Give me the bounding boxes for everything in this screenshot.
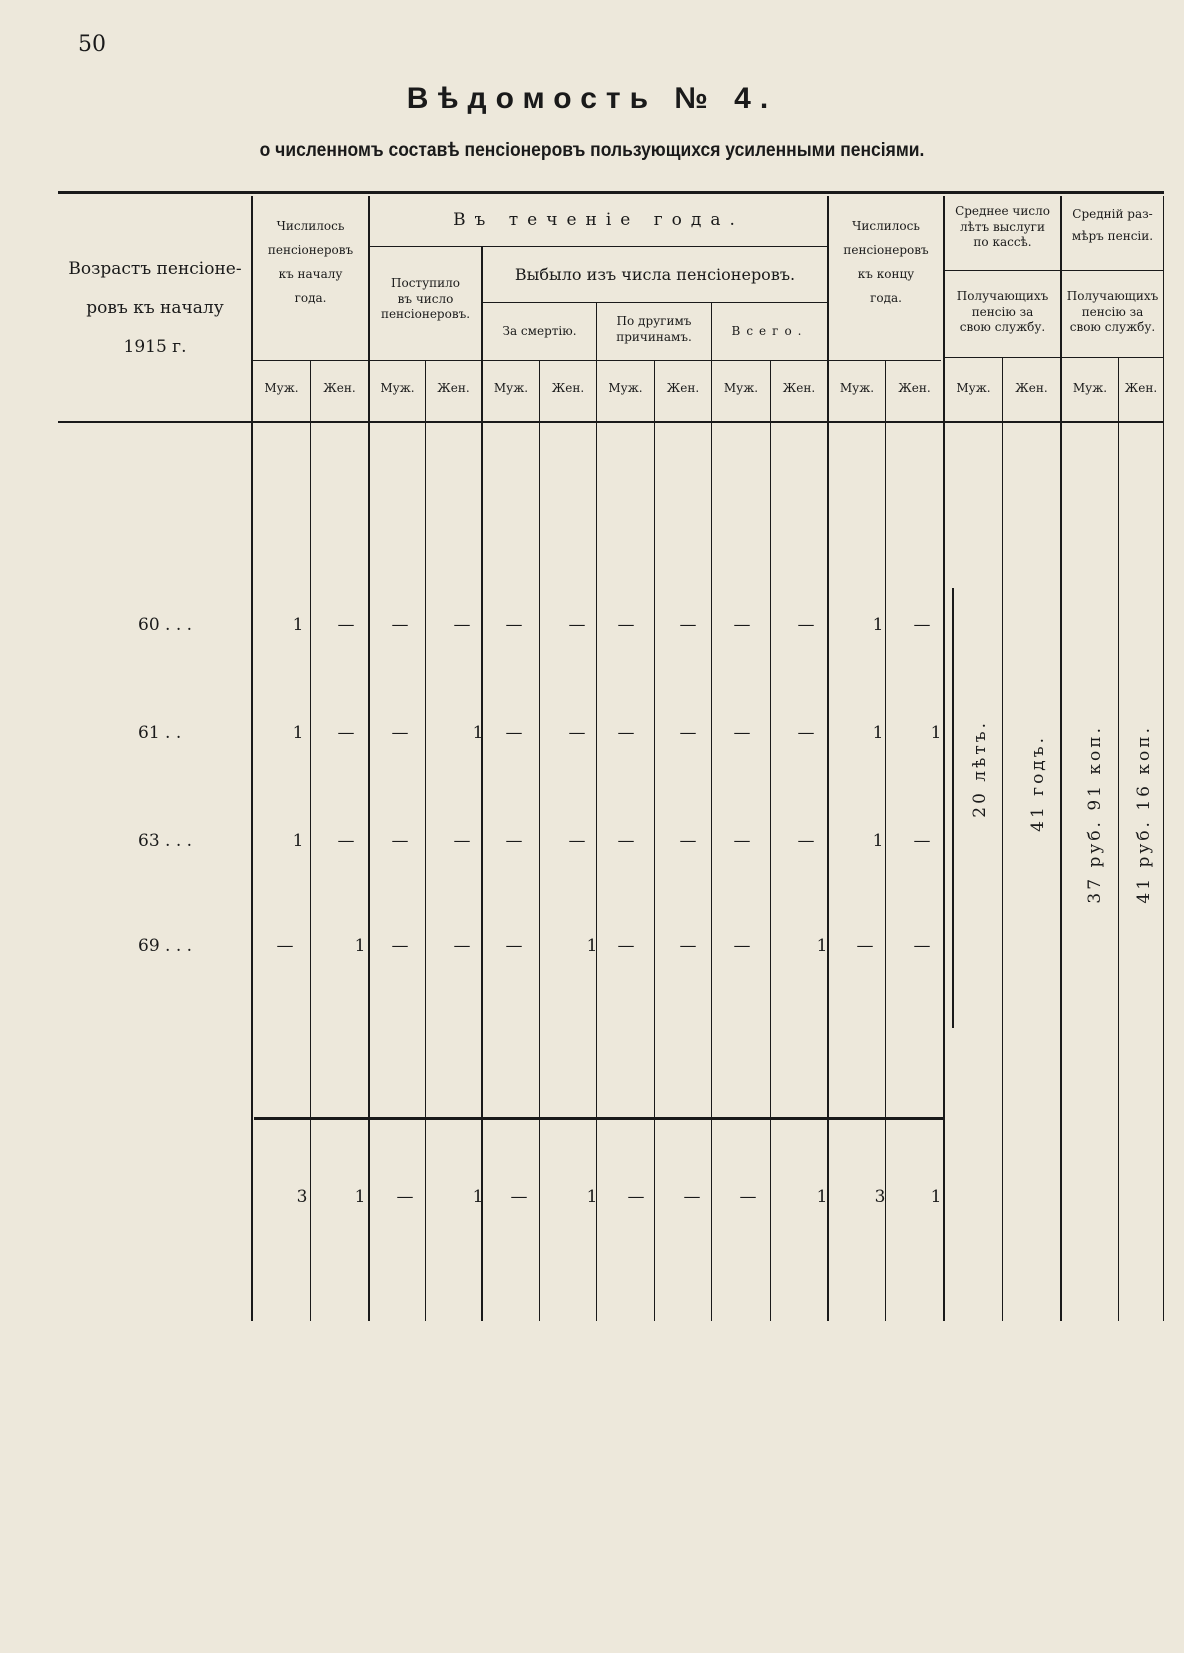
table-cell: — bbox=[276, 936, 294, 956]
table-cell: — bbox=[913, 831, 931, 851]
mf-label: Жен. bbox=[1015, 381, 1048, 395]
col-rule bbox=[654, 360, 655, 1321]
mf-label: Жен. bbox=[551, 381, 585, 395]
table-cell: 1 bbox=[292, 615, 304, 635]
table-cell: 1 bbox=[354, 936, 366, 956]
table-cell: — bbox=[797, 723, 815, 743]
table-cell: — bbox=[679, 723, 697, 743]
row-age: 69 . . . bbox=[138, 936, 193, 956]
table-cell: — bbox=[391, 831, 409, 851]
col-rule bbox=[368, 196, 370, 1321]
mf-label: Муж. bbox=[1072, 381, 1108, 395]
mf-label: Жен. bbox=[437, 381, 470, 395]
mf-label: Жен. bbox=[898, 381, 931, 395]
col-rule bbox=[711, 302, 712, 1321]
table-cell: — bbox=[453, 831, 471, 851]
total-cell: 1 bbox=[586, 1187, 598, 1207]
header-bottom-rule bbox=[58, 421, 1164, 423]
other-header: По другимъ причинамъ. bbox=[616, 314, 692, 344]
col-rule bbox=[596, 302, 597, 1321]
col-rule bbox=[251, 196, 253, 1321]
table-cell: — bbox=[679, 936, 697, 956]
table-cell: — bbox=[913, 936, 931, 956]
total-cell: — bbox=[627, 1187, 645, 1207]
rule-during bbox=[368, 246, 827, 247]
total-rule bbox=[254, 1117, 943, 1120]
rule-mf-right bbox=[945, 357, 1164, 358]
row-age: 63 . . . bbox=[138, 831, 193, 851]
table-cell: — bbox=[337, 723, 355, 743]
table-cell: — bbox=[391, 615, 409, 635]
table-cell: — bbox=[797, 831, 815, 851]
table-cell: — bbox=[733, 936, 751, 956]
total-cell: 1 bbox=[472, 1187, 484, 1207]
rule-avg bbox=[945, 270, 1164, 271]
table-cell: — bbox=[617, 936, 635, 956]
page-title: Вѣдомость № 4. bbox=[406, 82, 778, 115]
table-cell: — bbox=[505, 723, 523, 743]
table-cell: — bbox=[733, 723, 751, 743]
avg-service-header: Среднее число лѣтъ выслуги по кассѣ. bbox=[955, 204, 1050, 250]
left-header: Выбыло изъ числа пенсіонеровъ. bbox=[514, 265, 796, 284]
total-cell: 3 bbox=[296, 1187, 308, 1207]
table-cell: 1 bbox=[292, 831, 304, 851]
mf-label: Муж. bbox=[839, 381, 875, 395]
col-rule bbox=[827, 196, 829, 1321]
col-rule bbox=[770, 360, 771, 1321]
page-number: 50 bbox=[78, 32, 106, 57]
total-header: Всего. bbox=[731, 324, 808, 338]
table-cell: — bbox=[505, 936, 523, 956]
table-cell: — bbox=[391, 723, 409, 743]
table-cell: 1 bbox=[872, 615, 884, 635]
table-cell: — bbox=[568, 615, 586, 635]
mf-label: Муж. bbox=[723, 381, 759, 395]
table-cell: — bbox=[568, 831, 586, 851]
joined-header: Поступило въ число пенсіонеровъ. bbox=[380, 276, 471, 322]
age-header: Возрастъ пенсіоне- ровъ къ началу 1915 г. bbox=[68, 259, 242, 358]
table-cell: — bbox=[505, 831, 523, 851]
table-cell: — bbox=[733, 615, 751, 635]
col-rule bbox=[943, 196, 945, 1321]
avg-pension-female: 41 руб. 16 коп. bbox=[1134, 725, 1154, 904]
mf-label: Муж. bbox=[380, 381, 415, 395]
total-cell: 1 bbox=[354, 1187, 366, 1207]
table-cell: — bbox=[453, 615, 471, 635]
col-rule bbox=[425, 360, 426, 1321]
table-cell: — bbox=[337, 831, 355, 851]
table-cell: — bbox=[679, 831, 697, 851]
table-cell: — bbox=[337, 615, 355, 635]
col-rule bbox=[1163, 196, 1164, 1321]
table-cell: — bbox=[797, 615, 815, 635]
avg-service-female: 41 годъ. bbox=[1028, 735, 1048, 832]
end-header: Числилось пенсіонеровъ къ концу года. bbox=[843, 219, 929, 305]
mf-label: Муж. bbox=[264, 381, 299, 395]
row-age: 60 . . . bbox=[138, 615, 193, 635]
receiving-header-service: Получающихъ пенсію за свою службу. bbox=[956, 289, 1049, 335]
receiving-header-pension: Получающихъ пенсію за свою службу. bbox=[1066, 289, 1159, 335]
table-cell: 1 bbox=[872, 723, 884, 743]
total-cell: — bbox=[396, 1187, 414, 1207]
table-cell: — bbox=[856, 936, 874, 956]
rule-left bbox=[481, 302, 827, 303]
col-rule bbox=[1060, 196, 1062, 1321]
mf-label: Жен. bbox=[782, 381, 816, 395]
table-cell: 1 bbox=[816, 936, 828, 956]
total-cell: — bbox=[510, 1187, 528, 1207]
table-cell: — bbox=[679, 615, 697, 635]
mf-label: Жен. bbox=[1124, 381, 1158, 395]
col-rule bbox=[1002, 357, 1003, 1321]
table-cell: — bbox=[453, 936, 471, 956]
total-cell: 1 bbox=[930, 1187, 942, 1207]
mf-label: Жен. bbox=[323, 381, 356, 395]
avg-pension-male: 37 руб. 91 коп. bbox=[1085, 725, 1105, 904]
col-rule bbox=[481, 246, 483, 1321]
table-cell: — bbox=[913, 615, 931, 635]
brace-rule bbox=[952, 588, 954, 1028]
mf-label: Муж. bbox=[608, 381, 643, 395]
row-age: 61 . . bbox=[138, 723, 182, 743]
table-cell: 1 bbox=[872, 831, 884, 851]
total-cell: — bbox=[739, 1187, 757, 1207]
table-cell: — bbox=[617, 723, 635, 743]
table-cell: 1 bbox=[930, 723, 942, 743]
table-cell: 1 bbox=[586, 936, 598, 956]
during-header: Въ теченіе года. bbox=[453, 210, 744, 230]
total-cell: — bbox=[683, 1187, 701, 1207]
avg-pension-header: Средній раз- мѣръ пенсіи. bbox=[1071, 207, 1154, 243]
col-rule bbox=[539, 360, 540, 1321]
table-cell: 1 bbox=[472, 723, 484, 743]
mf-label: Муж. bbox=[493, 381, 529, 395]
mf-label: Жен. bbox=[666, 381, 700, 395]
table-cell: — bbox=[617, 615, 635, 635]
col-rule bbox=[1118, 357, 1119, 1321]
table-cell: — bbox=[617, 831, 635, 851]
mf-label: Муж. bbox=[956, 381, 991, 395]
table-cell: — bbox=[568, 723, 586, 743]
table-top-rule bbox=[58, 191, 1164, 194]
table-cell: — bbox=[391, 936, 409, 956]
page-subtitle: о численномъ составѣ пенсіонеровъ пользующихся усиленными пенсіями. bbox=[259, 140, 925, 161]
start-header: Числилось пенсіонеровъ къ началу года. bbox=[267, 219, 354, 305]
avg-service-male: 20 лѣтъ. bbox=[970, 720, 990, 818]
total-cell: 1 bbox=[816, 1187, 828, 1207]
death-header: За смертію. bbox=[502, 324, 577, 338]
total-cell: 3 bbox=[874, 1187, 886, 1207]
table-cell: 1 bbox=[292, 723, 304, 743]
table-cell: — bbox=[505, 615, 523, 635]
table-cell: — bbox=[733, 831, 751, 851]
